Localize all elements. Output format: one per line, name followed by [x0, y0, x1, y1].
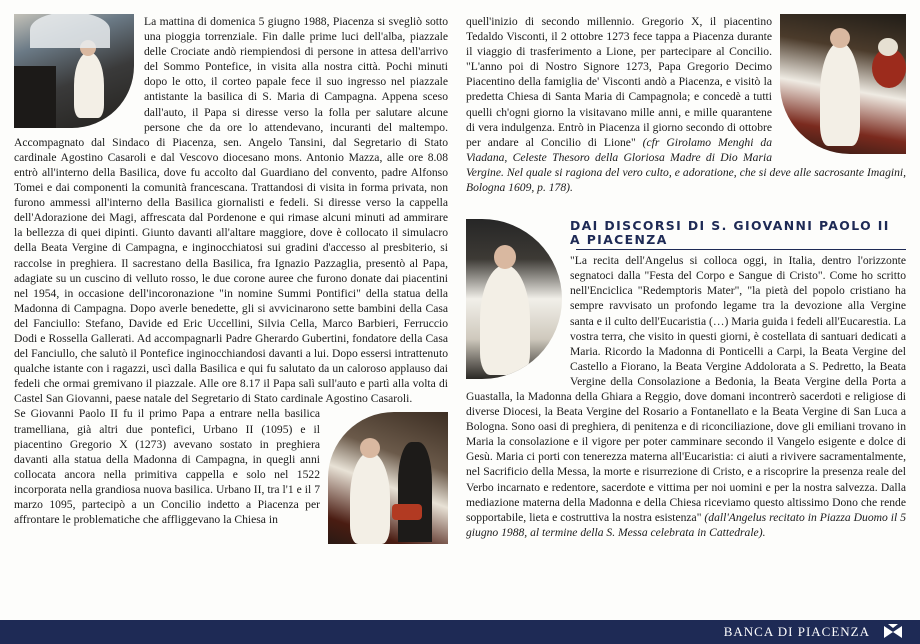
bank-logo-icon	[882, 623, 904, 641]
left-column	[14, 14, 448, 610]
section-title: DAI DISCORSI DI S. GIOVANNI PAOLO II A PIACENZA	[570, 218, 890, 248]
left-paragraph-2: Se Giovanni Paolo II fu il primo Papa a entrare nella basilica tramelliana, già altri due pontefici, Urbano II (1095) e il piacentino Gregorio X (1273) avevano sostato in preghiera davanti alla statua della Madonna di Campagna, in quegli anni collocata ancora nella primitiva cappella e solo nel 1522 incorporata nella grandiosa nuova basilica. Urbano II, tra l'1 e il 7 marzo 1095, partecipò a un Concilio indetto a Piacenza per affrontare le problematiche che affliggevano la Chiesa in	[14, 407, 320, 527]
bank-name: BANCA DI PIACENZA	[723, 624, 870, 639]
right-citation-1: (cfr Girolamo Menghi da Viadana, Celeste Thesoro della Gloriosa Madre di Dio Maria Vergine. Nel quale si ragiona del vero culto, e adoratione, che si deve alle sacrosante Imagini, Bologna 1609, p. 178).	[466, 135, 906, 195]
angelus-citation: (dall'Angelus recitato in Piazza Duomo il 5 giugno 1988, al termine della S. Messa celebrata in Cattedrale).	[466, 510, 906, 539]
right-paragraph-1: quell'inizio di secondo millennio. Gregorio X, il piacentino Tedaldo Visconti, il 2 ottobre 1273 fece tappa a Piacenza durante il viaggio di trasferimento a Lione, per partecipare al Concilio. "L'anno poi di Nostro Signore 1273, Papa Gregorio Decimo Piacentino della famiglia de' Visconti andò a Piacenza, e visitò la predetta Chiesa di Santa Maria di Campagnola; e concedè a tutti quelli ch'ogni giorno la visitavano mille anni, e mille quarantene di vera indulgenza. Entrò in Piacenza il giorno secondo di ottobre per andare al Concilio di Lione"	[466, 15, 772, 149]
photo-pope-at-altar	[328, 412, 448, 544]
angelus-quote: "La recita dell'Angelus si colloca oggi, in Italia, dentro l'orizzonte segnatoci dalla "Festa del Corpo e Sangue di Cristo". Come ho scritto nell'Enciclica "Redemptoris Mater", "la pietà del popolo cristiano ha sempre ravvisato un profondo legame tra la devozione alla Vergine santa e il culto dell'Eucaristia (…) Maria guida i fedeli all'Eucarestia. La vostra terra, che visito in questi giorni, è costellata di santuari dedicati a Maria. Ricordo la Madonna di Ponticelli a Carpi, la Beata Vergine del Castello a Fiorano, la Beata Vergine Addolorata a S. Pedretto, la Beata Vergine della Consolazione a Bedonia, la Beata Vergine della Porta a Guastalla, la Madonna della Ghiara a Reggio, dove domani incontrerò sacerdoti e religiose di diverse Diocesi, la Beata Vergine del Rosario a Fontanellato e la Beata Vergine di San Luca a Bologna. Sono oasi di preghiera, di penitenza e di riconciliazione, dove gli emiliani trovano in Maria la consolazione e il vigore per poter camminare secondo il Vangelo esigente e dolce di Gesù. Maria ci porti con tenerezza materna all'Eucaristia: ci aiuti a rivivere sacramentalmente, nel Sacrificio della Messa, la morte e risurrezione di Cristo, e a riscoprire la presenza reale del Verbo incarnato e redentore, sacerdote e vittima per noi uomini e per la nostra salvezza. Dalla mediazione materna della Madonna e della Chiesa riceviamo questo altissimo Dono che rende sopportabile, lieta e costruttiva la nostra esistenza"	[466, 254, 906, 524]
right-column	[466, 14, 906, 610]
left-paragraph-1: La mattina di domenica 5 giugno 1988, Piacenza si svegliò sotto una pioggia torrenziale. Fin dalle prime luci dell'alba, piazzale delle Crociate andò riempiendosi di persone in attesa dell'arrivo del Sommo Pontefice, in visita alla nostra città. Pochi minuti dopo le otto, il corteo papale fece il suo ingresso nel piazzale antistante la basilica di S. Maria di Campagna. Appena sceso dall'auto, il Papa si diresse verso la folla per salutare alcune persone che da ore lo attendevano, incuranti del maltempo. Accompagnato dal Sindaco di Piacenza, sen. Angelo Tansini, dal Segretario di Stato cardinale Agostino Casaroli e dal Vescovo diocesano mons. Antonio Mazza, alle ore 8.08 entrò all'interno della Basilica, dove fu accolto dal Guardiano del convento, padre Alfonso Tomei e dai componenti la comunità francescana. Trattandosi di visita in forma privata, non furono ammessi all'interno della Basilica giornalisti e fedeli. Si diresse verso la cappella dell'Adorazione dei Magi, affrescata dal Pordenone e qui rimase alcuni minuti ad ammirare la bellezza di quei dipinti. Giunto davanti all'altare maggiore, dove è collocato il simulacro della Beata Vergine di Campagna, e inginocchiatosi sui gradini d'accesso al presbiterio, si raccolse in preghiera. Il sacrestano della Basilica, fra Ignazio Pazzaglia, presentò al Papa, adagiate su un cuscino di velluto rosso, le due corone auree che furono donate dai piacentini nel 1954, in occasione dell'incoronazione "in nomine Summi Pontifici" della statua della Madonna di Campagna. Dopo averle benedette, gli si avvicinarono sette bambini della Casa del Fanciullo: Stefano, Davide ed Eric Uccellini, Silvia Cella, Marco Barbieri, Ferruccio Dodi e Rossella Gallerati. Ad accompagnarli Padre Gherardo Gubertini, fondatore della Casa del Fanciullo, che salutò il Pontefice inginocchiandosi davanti a lui. Dopo essersi intrattenuto qualche istante con i ragazzi, uscì dalla Basilica e qui fu salutato da un caloroso applauso dai fedeli che ormai gremivano il piazzale. Alle ore 8.17 il Papa salì sull'auto e partì alla volta di Castel San Giovanni, paese natale del Segretario di Stato cardinale Agostino Casaroli.	[14, 15, 448, 406]
section-title-rule	[576, 249, 906, 250]
